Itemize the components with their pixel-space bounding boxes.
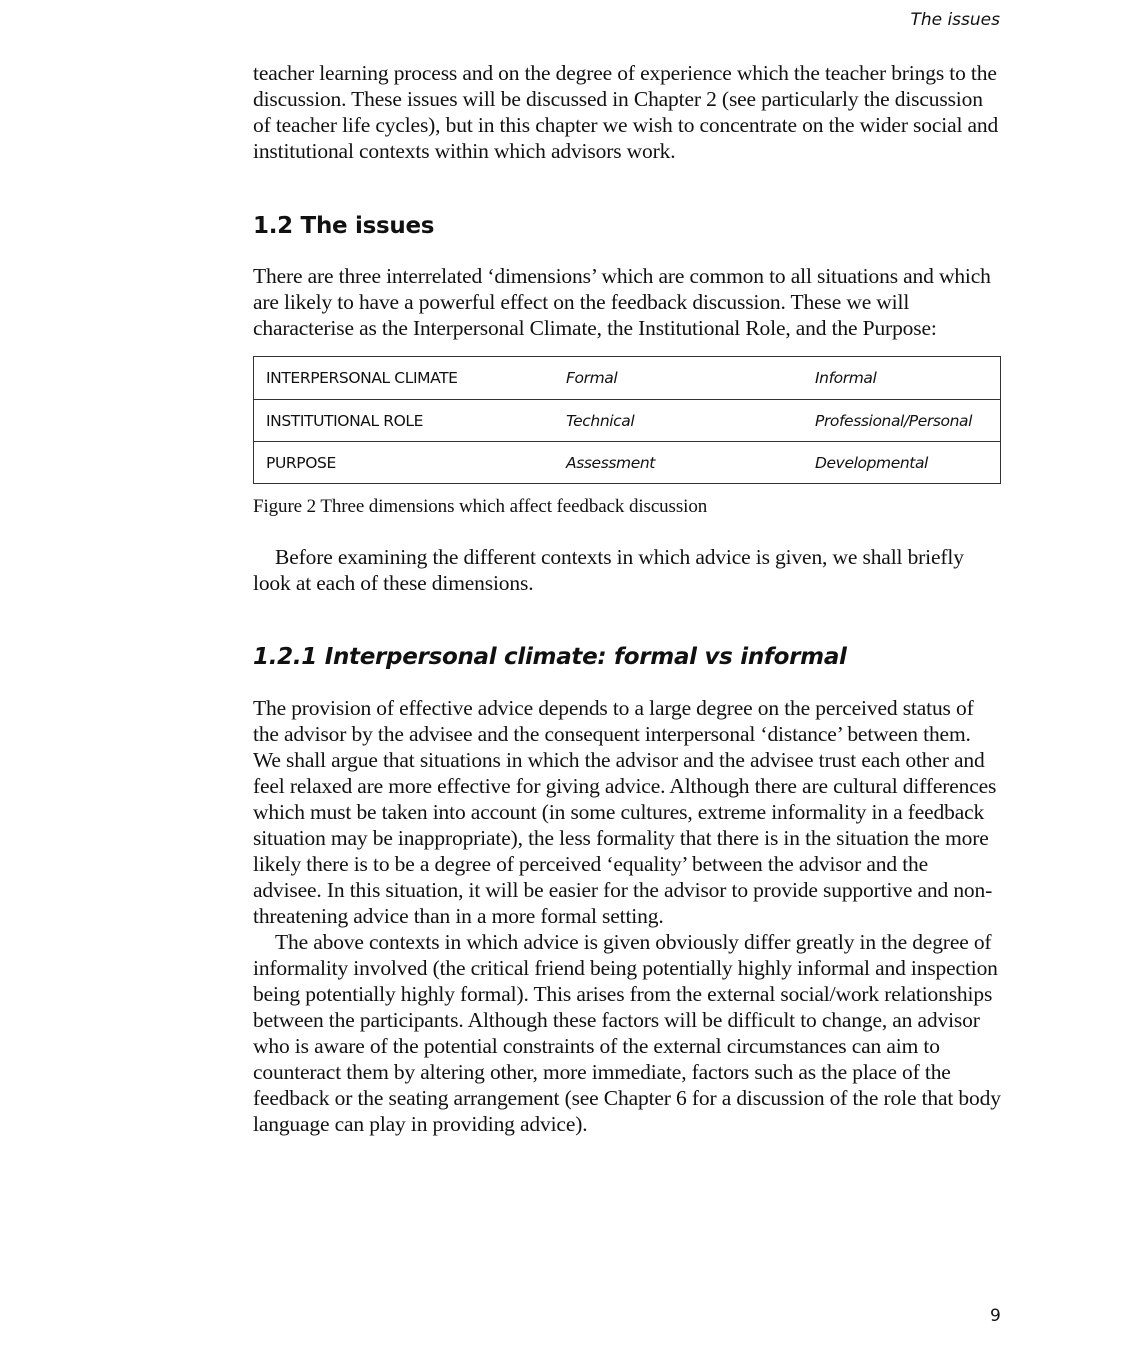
dimension-left-pole: Formal (554, 357, 803, 400)
dimension-right-pole: Informal (803, 357, 1001, 400)
dimensions-figure-table (253, 356, 1001, 484)
paragraph-before: Before examining the different contexts in which advice is given, we shall briefly look at each of these dimensions. (253, 545, 964, 595)
dimension-label: PURPOSE (254, 442, 555, 484)
table-row (254, 400, 1001, 442)
dimension-label: INTERPERSONAL CLIMATE (254, 357, 555, 400)
running-head: The issues (910, 10, 1000, 30)
dimension-right-pole: Developmental (803, 442, 1001, 484)
paragraph-climate-2: The above contexts in which advice is given obviously differ greatly in the degree of informality involved (the critical friend being potentially highly informal and inspection being potentially highly formal). This arises from the external social/work relationships between the participants. Although these factors will be difficult to change, an advisor who is aware of the potential constraints of the external circumstances can aim to counteract them by altering other, more immediate, factors such as the place of the feedback or the seating arrangement (see Chapter 6 for a discussion of the role that body language can play in providing advice). (253, 930, 1001, 1136)
dimension-left-pole: Technical (554, 400, 803, 442)
dimension-left-pole: Assessment (554, 442, 803, 484)
page-body (253, 60, 1001, 1137)
dimension-label: INSTITUTIONAL ROLE (254, 400, 555, 442)
subsection-heading: 1.2.1 Interpersonal climate: formal vs informal (253, 644, 847, 670)
paragraph-intro: teacher learning process and on the degree of experience which the teacher brings to the discussion. These issues will be discussed in Chapter 2 (see particularly the discussion of teacher life cycles), but in this chapter we wish to concentrate on the wider social and institutional contexts within which advisors work. (253, 61, 999, 163)
paragraph-issues-intro: There are three interrelated ‘dimensions’ which are common to all situations and which are likely to have a powerful effect on the feedback discussion. These we will characterise as the Interpersonal Climate, the Institutional Role, and the Purpose: (253, 264, 991, 340)
dimension-right-pole: Professional/Personal (803, 400, 1001, 442)
figure-caption: Figure 2 Three dimensions which affect feedback discussion (253, 496, 708, 517)
paragraph-climate-1: The provision of effective advice depends to a large degree on the perceived status of the advisor by the advisee and the consequent interpersonal ‘distance’ between them. We shall argue that situations in which the advisor and the advisee trust each other and feel relaxed are more effective for giving advice. Although there are cultural differences which must be taken into account (in some cultures, extreme informality in a feedback situation may be inappropriate), the less formality that there is in the situation the more likely there is to be a degree of perceived ‘equality’ between the advisor and the advisee. In this situation, it will be easier for the advisor to provide supportive and non-threatening advice than in a more formal setting. (253, 696, 997, 928)
table-row (254, 357, 1001, 400)
table-row (254, 442, 1001, 484)
section-heading: 1.2 The issues (253, 213, 435, 239)
page-number: 9 (990, 1306, 1001, 1326)
